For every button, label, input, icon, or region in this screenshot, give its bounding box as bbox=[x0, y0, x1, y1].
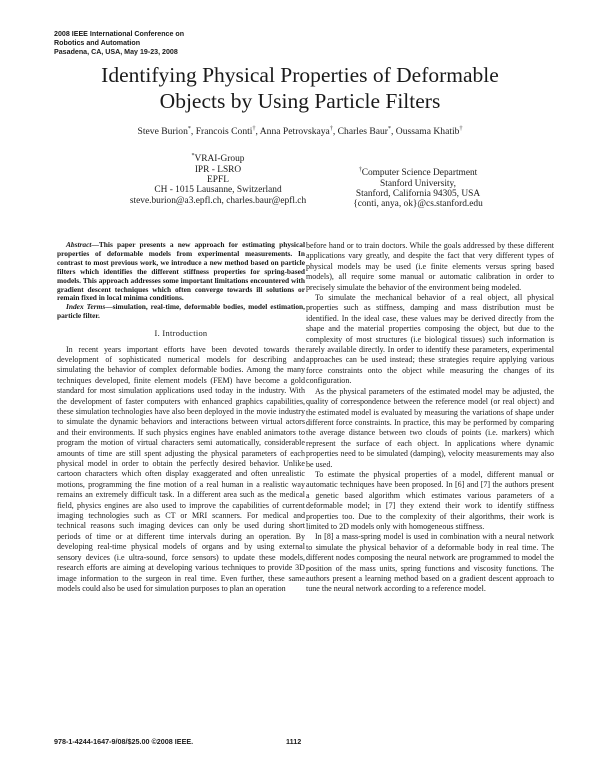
affiliation-epfl bbox=[112, 151, 324, 206]
author-list: Steve Burion*, Francois Conti†, Anna Petrovskaya†, Charles Baur*, Oussama Khatib† bbox=[137, 126, 463, 138]
author-mark: † bbox=[329, 126, 333, 132]
paper-title bbox=[40, 62, 560, 114]
author-mark: * bbox=[187, 126, 191, 132]
affil-line: *VRAI-Group bbox=[191, 153, 245, 165]
abstract-text: —This paper presents a new approach for estimating physical properties of deformable models from experimental measurements. In contrast to most previous work, we introduce a new method based on particle filters which identifies the different stiffness properties for spring-based models. This approach addresses some important limitations encountered with gradient descent techniques which often converge towards ill solutions or remain fixed in local minima conditions. bbox=[57, 240, 305, 303]
paragraph: In [8] a mass-spring model is used in combination with a neural network to simulate the physical behavior of a deformable body in real time. The different nodes composing the neural network are programmed to model the position of the mass units, spring functions and viscosity functions. The authors present a learning method based on a gradient descent approach to tune the neural network according to a reference model. bbox=[306, 532, 554, 594]
index-terms-label: Index Terms bbox=[66, 302, 106, 312]
author-name: Steve Burion bbox=[137, 126, 188, 138]
right-column bbox=[306, 241, 554, 595]
paragraph: In recent years important efforts have been devoted towards the development of sophisticated numerical models for describing and simulating the behavior of complex deformable bodies. Among the many techniques developed, finite element models (FEM) have become a gold standard for most simulation applications used today in the industry. With the development of faster computers with enhanced graphics capabilities, these simulation technologies have also been deployed in the movie industry to simulate the dynamic behaviors and interactions between virtual actors and their environments. If such physics engines have enabled animators to program the motion of virtual characters semi automatically, considerable amounts of time are still spent adjusting the physical parameters of each physical model in order to obtain the perfectly desired behavior. Unlike cartoon characters which often display exaggerated and often unrealistic motions, programming the fine motion of a real human in a realistic way remains an extremely difficult task. In a different area such as the medical field, physics engines are also used to improve the capabilities of current imaging technologies such as CT or MRI scanners. For medical and technical reasons such imaging devices can only be used during short periods of time or at different time intervals during an operation. By developing real-time physical models of organs and by using external sensory devices (i.e ultra-sound, force sensors) to update these models, research efforts are aiming at developing various techniques to provide 3D image information to the surgeon in real time. Even further, these same models could also be used for simulation purposes to plan an operation bbox=[57, 344, 305, 593]
author-mark: † bbox=[252, 126, 256, 132]
affil-mark: * bbox=[191, 153, 195, 159]
author-mark: † bbox=[459, 126, 463, 132]
author-name: Oussama Khatib bbox=[395, 126, 460, 138]
affil-line: CH - 1015 Lausanne, Switzerland bbox=[154, 185, 282, 196]
title-line: Objects by Using Particle Filters bbox=[159, 89, 441, 113]
affil-email: {conti, anya, ok}@cs.stanford.edu bbox=[353, 199, 483, 210]
paragraph: As the physical parameters of the estimated model may be adjusted, the quality of correspondence between the reference model (or real object) and the estimated model is evaluated by measuring the variations of shape under different force constraints. In practice, this may be performed by comparing the average distance between two clouds of points (i.e. markers) which represent the surface of each object. In applications where dynamic properties need to be simulated (damping), velocity measurements may also be used. bbox=[306, 386, 554, 469]
affil-line: Stanford University, bbox=[380, 178, 456, 189]
abstract bbox=[57, 241, 305, 321]
affil-line: EPFL bbox=[207, 174, 229, 185]
paragraph: To estimate the physical properties of a model, different manual or automatic techniques have been proposed. In [6] and [7] the authors present a genetic based algorithm which estimates various parameters of a deformable model; in [7] they extend their work to identify stiffness properties too. Due to the complexity of their algorithms, their work is limited to 2D models only with homogeneous stiffness. bbox=[306, 469, 554, 531]
section-heading: I. Introduction bbox=[154, 329, 208, 339]
affil-line: †Computer Science Department bbox=[358, 167, 478, 179]
title-line: Identifying Physical Properties of Deformable bbox=[101, 63, 499, 87]
affiliation-stanford bbox=[322, 165, 514, 210]
conference-line: Robotics and Automation bbox=[54, 39, 141, 48]
conference-header bbox=[54, 30, 184, 58]
author-mark: * bbox=[387, 126, 391, 132]
conference-line: 2008 IEEE International Conference on bbox=[54, 30, 185, 38]
author-name: Anna Petrovskaya bbox=[259, 126, 330, 138]
footer-isbn: 978-1-4244-1647-9/08/$25.00 ©2008 IEEE. bbox=[54, 737, 194, 746]
affil-email: steve.burion@a3.epfl.ch, charles.baur@epfl.ch bbox=[129, 195, 307, 206]
paragraph: To simulate the mechanical behavior of a real object, all physical properties such as stiffness, damping and mass distribution must be identified. In the ideal case, these values may be derived directly from the shape and the material properties composing the object, but due to the complexity of most structures (i.e biological tissues) such information is rarely available directly. In order to identify these parameters, experimental approaches can be used instead; these strategies require applying various force constraints onto the object while measuring the changes of its configuration. bbox=[306, 293, 554, 386]
left-column bbox=[57, 241, 305, 594]
paragraph: before hand or to train doctors. While the goals addressed by these different applications vary greatly, and despite the fact that very different types of physical models may be used (i.e finite elements versus spring based models), all require some manual or automatic calibration in order to precisely simulate the behavior of the environment being modeled. bbox=[306, 241, 554, 292]
affil-line: IPR - LSRO bbox=[194, 164, 242, 175]
author-name: Francois Conti bbox=[195, 126, 253, 138]
author-name: Charles Baur bbox=[337, 126, 388, 138]
affil-mark: † bbox=[358, 167, 362, 173]
affil-line: Stanford, California 94305, USA bbox=[355, 188, 481, 199]
abstract-label: Abstract bbox=[66, 240, 92, 249]
conference-line: Pasadena, CA, USA, May 19-23, 2008 bbox=[54, 48, 178, 57]
index-terms-text: —simulation, real-time, deformable bodies, model estimation, particle filter. bbox=[57, 302, 306, 321]
page-number: 1112 bbox=[286, 737, 302, 746]
